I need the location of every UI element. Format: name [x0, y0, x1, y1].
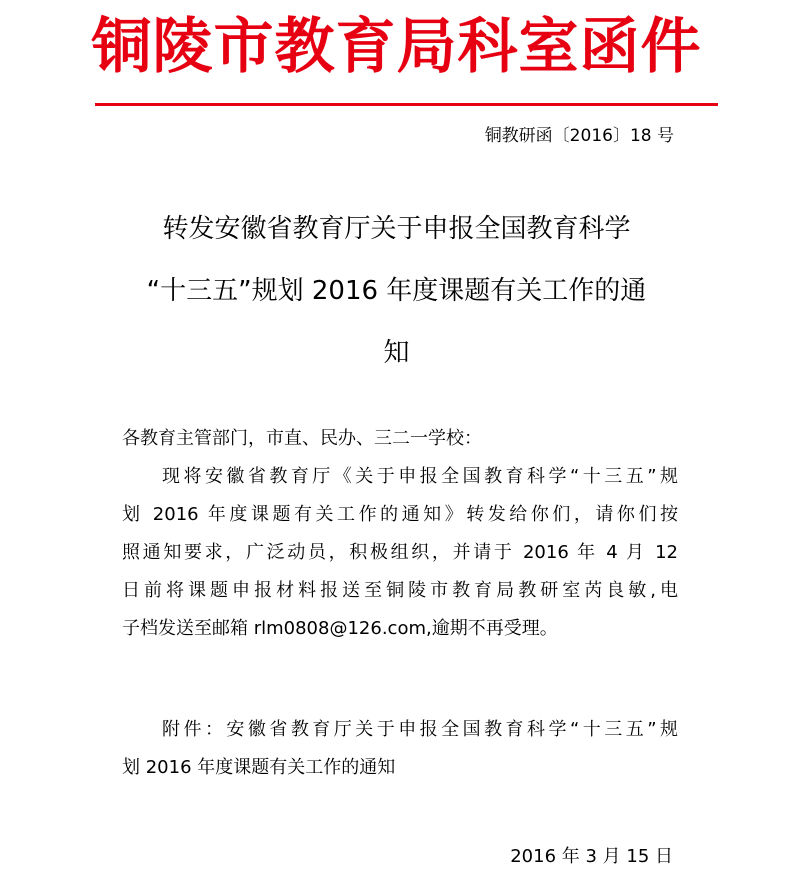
- attachment-line-1: 附件：安徽省教育厅关于申报全国教育科学“十三五”规: [162, 719, 678, 740]
- letterhead-title: 铜陵市教育局科室函件: [91, 12, 702, 82]
- attachment-note: [122, 711, 678, 787]
- salutation: 各教育主管部门，市直、民办、三二一学校：: [122, 428, 482, 449]
- letterhead-red-rule: [95, 103, 718, 106]
- notice-title-line-3: 知: [383, 338, 410, 368]
- body-line-2: 划 2016 年度课题有关工作的通知》转发给你们，请你们按: [122, 504, 678, 525]
- attachment-line-2: 划 2016 年度课题有关工作的通知: [122, 757, 396, 778]
- notice-title: [115, 198, 678, 384]
- body-paragraph: [122, 458, 678, 648]
- body-line-5: 子档发送至邮箱 rlm0808@126.com,逾期不再受理。: [122, 618, 558, 639]
- issue-date: 2016 年 3 月 15 日: [510, 846, 673, 867]
- document-number: 铜教研函〔2016〕18 号: [484, 126, 674, 146]
- body-line-3: 照通知要求，广泛动员，积极组织，并请于 2016 年 4 月 12: [122, 542, 678, 563]
- body-line-1: 现将安徽省教育厅《关于申报全国教育科学“十三五”规: [162, 466, 678, 487]
- notice-title-line-2: “十三五”规划 2016 年度课题有关工作的通: [146, 276, 647, 306]
- notice-title-line-1: 转发安徽省教育厅关于申报全国教育科学: [162, 214, 631, 244]
- body-line-4: 日前将课题申报材料报送至铜陵市教育局教研室芮良敏,电: [122, 580, 678, 601]
